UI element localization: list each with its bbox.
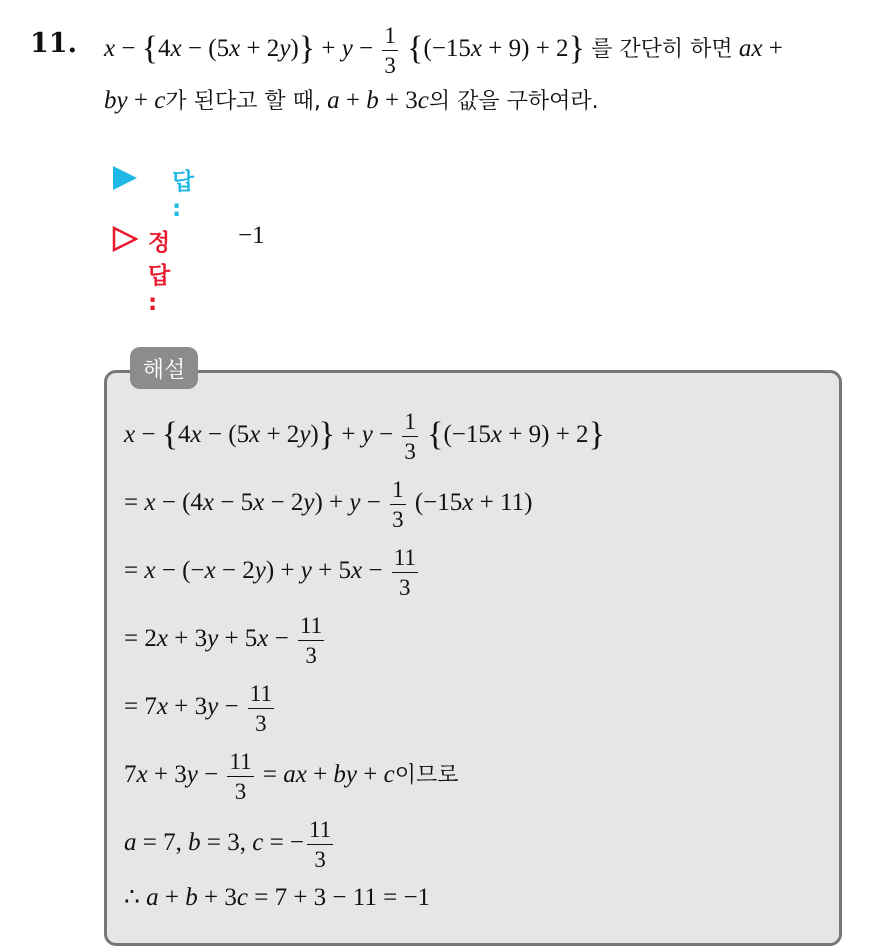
solution-step-1: x − {4x − (5x + 2y)} + y − $\frac{1}{3}$ {(−15x + 9) + 2} [124, 409, 605, 464]
question-line-1: x − {4x − (5x + 2y)} + y − $\frac{1}{3}$ {(−15x + 9) + 2} 를 간단히 하면 ax + [104, 23, 783, 78]
solution-step-5: = 7x + 3y − $\frac{11}{3}$ [124, 681, 272, 736]
filled-triangle-icon [112, 165, 138, 191]
outline-triangle-icon [112, 226, 138, 252]
solution-step-6: 7x + 3y − $\frac{11}{3}$ = ax + by + c이므로 [124, 749, 459, 804]
solution-step-7: a = 7, b = 3, c = − $\frac{11}{3}$ [124, 817, 332, 872]
question-line2-end: 의 값을 구하여라. [428, 89, 599, 114]
solution-step-2: = x − (4x − 5x − 2y) + y − $\frac{1}{3}$ (−15x + 11) [124, 477, 533, 532]
correct-answer-label: 정답 : [148, 230, 171, 316]
solution-step-4: = 2x + 3y + 5x − $\frac{11}{3}$ [124, 613, 323, 668]
correct-answer-value: −1 [238, 222, 265, 249]
question-line2-text: 가 된다고 할 때, [165, 89, 321, 114]
solution-step-3: = x − (−x − 2y) + y + 5x − $\frac{11}{3}$ [124, 545, 416, 600]
question-line1-text: 를 간단히 하면 [591, 37, 733, 63]
question-number: 11. [30, 28, 77, 59]
solution-step6-text: 이므로 [394, 763, 459, 789]
question-line-2: by + c가 된다고 할 때, a + b + 3c의 값을 구하여라. [104, 87, 599, 114]
answer-label: 답 : [172, 169, 195, 222]
solution-tab: 해설 [130, 347, 198, 389]
solution-step-8: ∴ a + b + 3c = 7 + 3 − 11 = −1 [124, 884, 431, 911]
